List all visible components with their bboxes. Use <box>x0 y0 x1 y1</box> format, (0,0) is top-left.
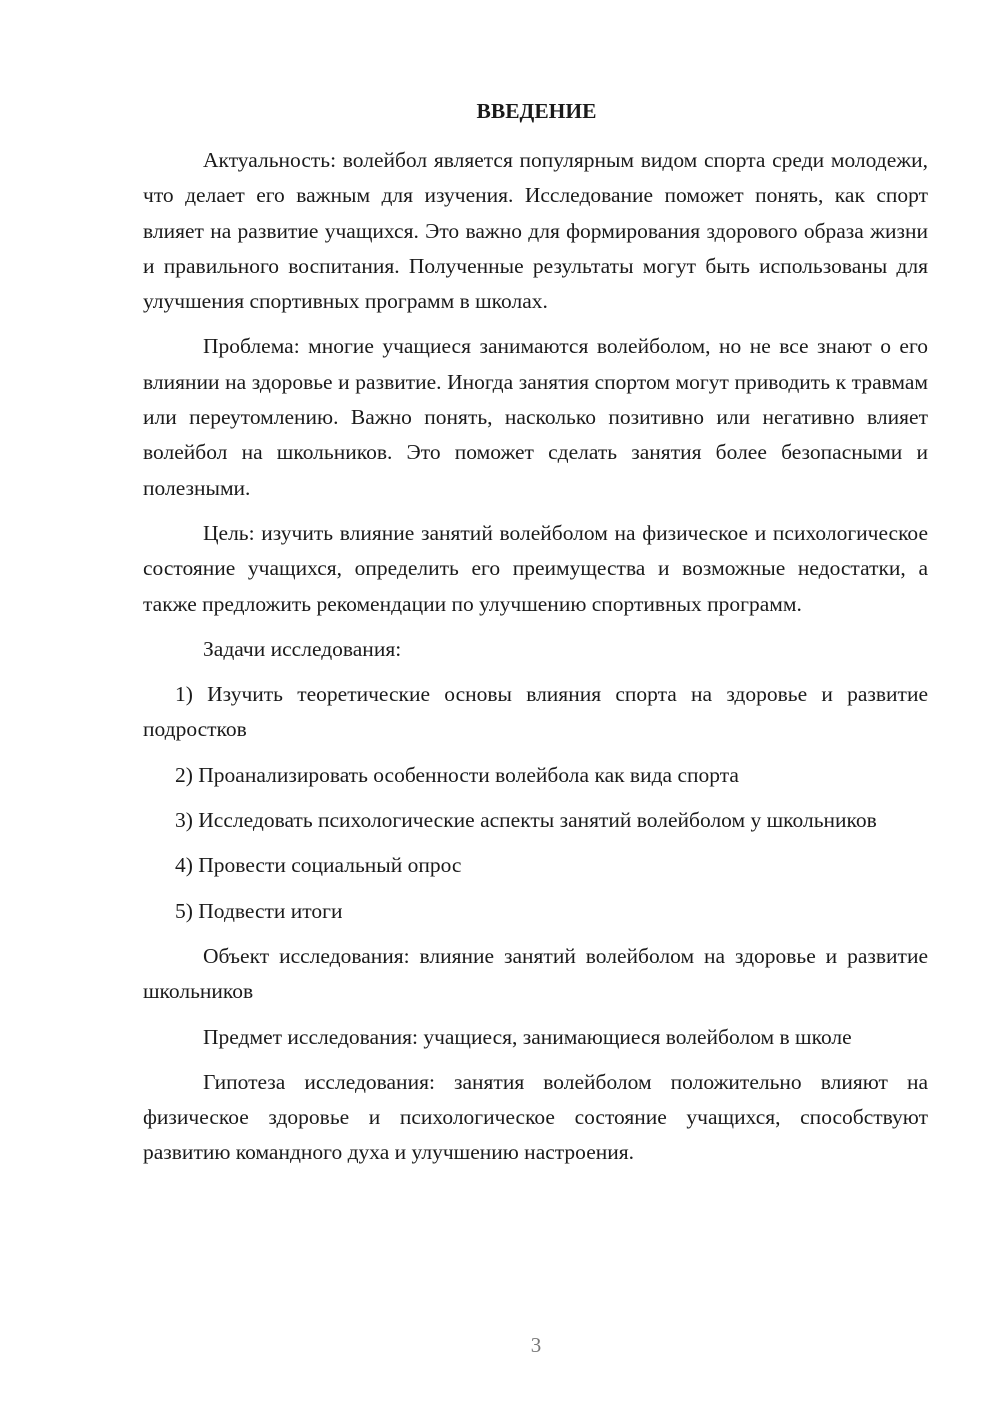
list-item: 2) Проанализировать особенности волейбола как вида спорта <box>175 762 739 787</box>
document-page <box>143 94 928 1181</box>
paragraph-problem: Проблема: многие учащиеся занимаются волейболом, но не все знают о его влиянии на здоровье и развитие. Иногда занятия спортом могут приводить к травмам или переутомлению. Важно понять, насколько позитивно или негативно влияет волейбол на школьников. Это поможет сделать занятия более безопасными и полезными. <box>143 334 928 500</box>
list-item: 5) Подвести итоги <box>175 898 343 923</box>
tasks-heading: Задачи исследования: <box>203 636 402 661</box>
paragraph-goal: Цель: изучить влияние занятий волейболом на физическое и психологическое состояние учащихся, определить его преимущества и возможные недостатки, а также предложить рекомендации по улучшению спортивных программ. <box>143 520 928 616</box>
list-item: 4) Провести социальный опрос <box>175 853 462 878</box>
section-title: ВВЕДЕНИЕ <box>476 99 597 123</box>
paragraph-hypothesis: Гипотеза исследования: занятия волейболом положительно влияют на физическое здоровье и психологическое состояние учащихся, способствуют развитию командного духа и улучшению настроения. <box>143 1069 928 1165</box>
paragraph-object: Объект исследования: влияние занятий волейболом на здоровье и развитие школьников <box>143 943 928 1004</box>
list-item: 1) Изучить теоретические основы влияния спорта на здоровье и развитие подростков <box>143 682 928 742</box>
list-item: 3) Исследовать психологические аспекты занятий волейболом у школьников <box>175 808 877 833</box>
paragraph-relevance: Актуальность: волейбол является популярным видом спорта среди молодежи, что делает его важным для изучения. Исследование поможет понять, как спорт влияет на развитие учащихся. Это важно для формирования здорового образа жизни и правильного воспитания. Полученные результаты могут быть использованы для улучшения спортивных программ в школах. <box>143 148 928 314</box>
paragraph-subject: Предмет исследования: учащиеся, занимающиеся волейболом в школе <box>203 1024 852 1049</box>
page-number: 3 <box>530 1333 542 1357</box>
